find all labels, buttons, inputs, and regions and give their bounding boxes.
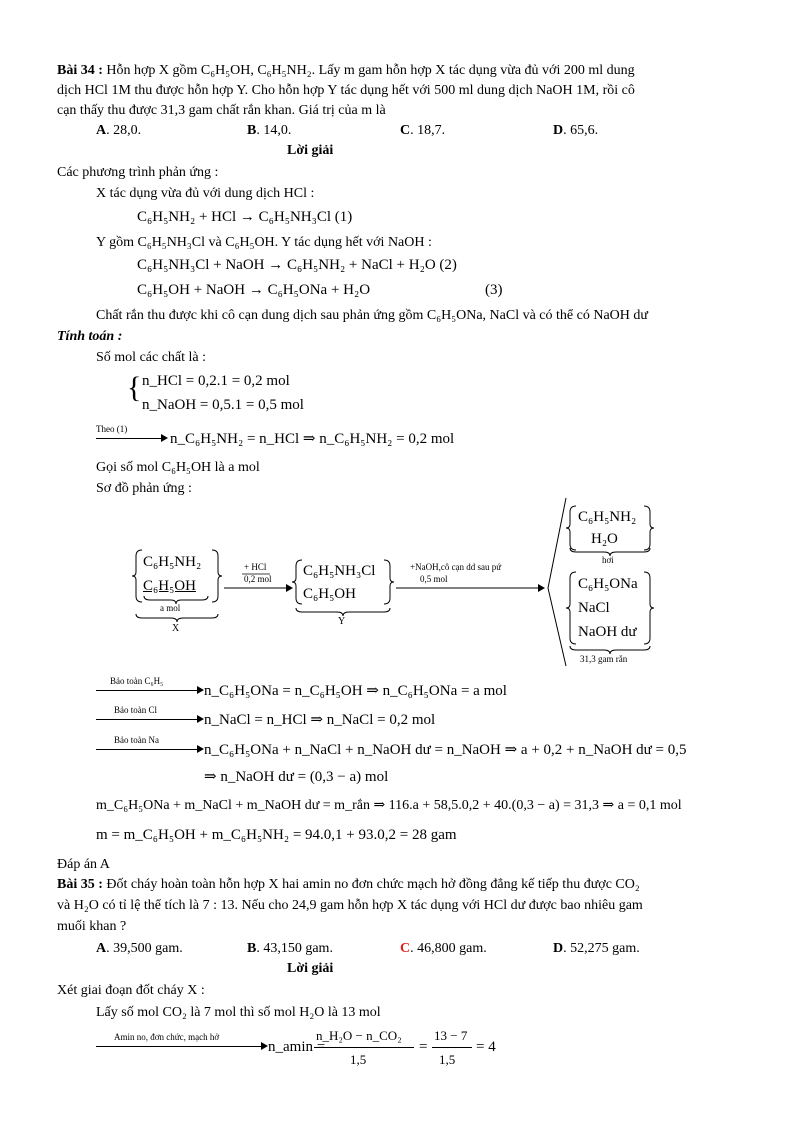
vapor-item-water: H₂O [591,531,618,547]
vapor-item-aniline: C₆H₅NH₂ [578,509,637,525]
option-35-a: A. 39,500 gam. [96,941,183,956]
frac1-den: 1,5 [350,1052,367,1067]
frac1-num: n_H₂O − n_CO₂ [316,1028,402,1043]
reactions-intro: Các phương trình phản ứng : [57,165,219,180]
solid-label: 31,3 gam rắn [580,654,628,664]
solid-item-naoh: NaOH dư [578,624,637,640]
arrow2-top: +NaOH,cô cạn dd sau pứ [410,562,502,572]
problem-34-text: Hỗn hợp X gồm C₆H₅OH, C₆H₅NH₂. Lấy m gam hỗn hợp X tác dụng vừa đủ với 200 ml dung [102,63,635,78]
problem-34-line-3: cạn thấy thu được 31,3 gam chất rắn khan. Giá trị của m là [57,103,386,118]
system-brace: { [127,371,142,404]
answer-34: Đáp án A [57,857,110,872]
bt2-arrow: Bảo toàn Cl [96,707,202,729]
bt1-equation: n_C₆H₅ONa = n_C₆H₅OH ⇒ n_C₆H₅ONa = a mol [204,683,507,699]
y-item-phenol: C₆H₅OH [303,586,356,602]
bt2-equation: n_NaCl = n_HCl ⇒ n_NaCl = 0,2 mol [204,712,436,728]
vapor-label: hơi [602,555,614,565]
stage-text: Xét giai đoạn đốt cháy X : [57,983,205,998]
solid-item-phenolate: C₆H₅ONa [578,576,638,592]
take-text: Lấy số mol CO₂ là 7 mol thì số mol H₂O là 13 mol [96,1005,381,1020]
problem-35-label: Bài 35 : [57,877,103,892]
option-b: B. 14,0. [247,123,292,138]
problem-34-label: Bài 34 : [57,63,103,78]
option-d: D. 65,6. [553,123,599,138]
frac2-den: 1,5 [439,1052,456,1067]
arrow2-bottom: 0,5 mol [420,574,448,584]
solid-note: Chất rắn thu được khi cô cạn dung dịch sau phản ứng gồm C₆H₅ONa, NaCl và có thể có NaOH dư [96,308,648,323]
y-item-salt: C₆H₅NH₃Cl [303,563,376,579]
x-hcl-text: X tác dụng vừa đủ với dung dịch HCl : [96,186,315,201]
x-label: X [172,623,180,634]
mass-equation: m_C₆H₅ONa + m_NaCl + m_NaOH dư = m_rắn ⇒ 116.a + 58,5.0,2 + 40.(0,3 − a) = 31,3 ⇒ a = 0,1 mol [96,798,682,813]
bt3-arrow: Bảo toàn Na [96,737,202,759]
solution-title: Lời giải [287,143,334,158]
equation-1: C₆H₅NH₂ + HCl → C₆H₅NH₃Cl (1) [137,209,353,225]
equation-3: C₆H₅OH + NaOH → C₆H₅ONa + H₂O [137,282,371,298]
equation-3-number: (3) [485,282,503,298]
x-amol-label: a mol [160,603,181,613]
equation-2: C₆H₅NH₃Cl + NaOH → C₆H₅NH₂ + NaCl + H₂O (2) [137,257,457,273]
bt1-arrow: Bảo toàn C₆H₅ [96,678,202,700]
x-item-aniline: C₆H₅NH₂ [143,554,202,570]
mol-naoh: n_NaOH = 0,5.1 = 0,5 mol [142,397,304,413]
problem-35-line-3: muối khan ? [57,919,127,934]
theo1-arrow: Theo (1) [96,426,166,448]
call-a: Gọi số mol C₆H₅OH là a mol [96,460,260,475]
mol-hcl: n_HCl = 0,2.1 = 0,2 mol [142,373,290,389]
moles-intro: Số mol các chất là : [96,350,207,365]
eq-sign: = [419,1039,428,1055]
amin-result: = 4 [476,1039,496,1055]
frac2-bar [432,1047,472,1048]
scheme-title: Sơ đồ phản ứng : [96,481,192,496]
solid-item-nacl: NaCl [578,600,610,616]
amin-eq-left: n_amin = [268,1039,326,1055]
arrow1-top: + HCl [244,562,267,572]
y-label: Y [338,616,346,627]
theo1-equation: n_C₆H₅NH₂ = n_HCl ⇒ n_C₆H₅NH₂ = 0,2 mol [170,431,455,447]
option-c: C. 18,7. [400,123,446,138]
problem-35-line-1 [57,876,640,894]
amin-arrow: Amin no, đơn chức, mạch hở [96,1034,266,1056]
frac2-num: 13 − 7 [434,1028,468,1043]
frac1-bar [314,1047,414,1048]
m-equation: m = m_C₆H₅OH + m_C₆H₅NH₂ = 94.0,1 + 93.0,2 = 28 gam [96,827,457,843]
option-35-c: C. 46,800 gam. [400,941,487,956]
option-35-d: D. 52,275 gam. [553,941,640,956]
problem-35-line-2: và H₂O có tỉ lệ thể tích là 7 : 13. Nếu cho 24,9 gam hỗn hợp X tác dụng với HCl dư được bao nhiêu gam [57,898,643,913]
y-naoh-text: Y gồm C₆H₅NH₃Cl và C₆H₅OH. Y tác dụng hết với NaOH : [96,235,432,250]
problem-34-line-2: dịch HCl 1M thu được hỗn hợp Y. Cho hỗn hợp Y tác dụng hết với 500 ml dung dịch NaOH 1M, rồi cô [57,83,635,98]
calc-title: Tính toán : [57,329,123,344]
x-item-phenol: C₆H₅OH [143,578,196,594]
bt3-equation: n_C₆H₅ONa + n_NaCl + n_NaOH dư = n_NaOH ⇒ a + 0,2 + n_NaOH dư = 0,5 [204,742,687,758]
option-a: A. 28,0. [96,123,142,138]
problem-35-text: Đốt cháy hoàn toàn hỗn hợp X hai amin no đơn chức mạch hở đồng đẳng kế tiếp thu được CO₂ [102,877,640,892]
arrow1-bottom: 0,2 mol [244,574,272,584]
option-35-b: B. 43,150 gam. [247,941,333,956]
bt3-equation-2: ⇒ n_NaOH dư = (0,3 − a) mol [204,769,389,785]
solution-35-title: Lời giải [287,961,334,976]
